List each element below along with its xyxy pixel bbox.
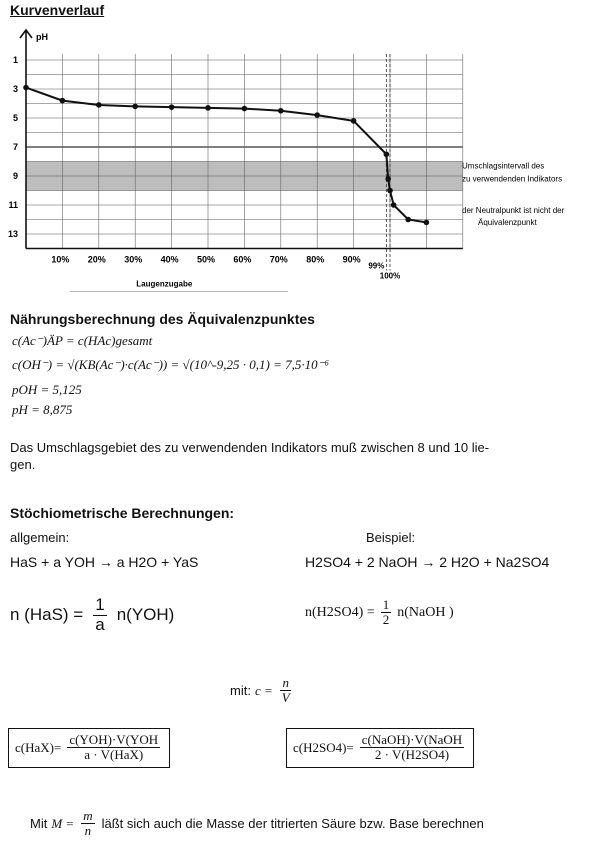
n-general-num: 1	[95, 595, 105, 614]
box1-num: c(YOH)·V(YOH	[69, 732, 159, 747]
x-tick-label: 80%	[306, 254, 325, 265]
y-tick-label: 9	[12, 171, 18, 181]
x-axis-label: Laugenzugabe	[136, 279, 193, 289]
note-line-1: Das Umschlagsgebiet des zu verwendenden Indikators muß zwischen 8 und 10 lie-	[10, 440, 490, 455]
stoich-heading: Stöchiometrische Berechnungen:	[10, 505, 235, 521]
x-tick-label: 50%	[196, 254, 216, 265]
neutral-annotation-2: Äquivalenzpunkt	[478, 218, 537, 227]
curve-point	[205, 105, 211, 111]
band-annotation-2: zu verwendenden Indikators	[462, 174, 563, 184]
n-general-left: n (HaS) =	[10, 605, 84, 625]
formula-box-general	[8, 728, 170, 768]
general-label: allgemein:	[10, 530, 70, 545]
curve-point	[169, 104, 175, 110]
mit-formula	[230, 676, 295, 706]
x-tick-label: 30%	[124, 254, 143, 265]
n-example-right: n(NaOH )	[397, 604, 454, 620]
final-text: läßt sich auch die Masse der titrierten Säure bzw. Base berechnen	[101, 816, 484, 832]
page-title: Kurvenverlauf	[10, 2, 105, 18]
n-general-equation	[10, 596, 174, 634]
final-num: m	[83, 808, 93, 823]
curve-point	[242, 106, 248, 112]
y-tick-label: 3	[12, 84, 18, 94]
mit-num: n	[282, 675, 289, 690]
curve-point	[385, 176, 391, 182]
box2-num: c(NaOH)·V(NaOH	[361, 732, 463, 747]
curve-point	[424, 220, 430, 226]
mit-label: mit:	[230, 683, 251, 699]
general-reaction: HaS + a YOH → a H2O + YaS	[10, 554, 199, 570]
curve-point	[384, 151, 390, 157]
equation-3: pOH = 5,125	[12, 382, 82, 397]
mit-den: V	[281, 690, 290, 706]
n-example-left: n(H2SO4) =	[305, 604, 375, 620]
band-annotation-1: Umschlagsintervall des	[462, 161, 545, 171]
x-tick-100: 100%	[379, 271, 401, 281]
curve-point	[405, 217, 411, 223]
x-tick-label: 10%	[51, 254, 70, 265]
equation-4: pH = 8,875	[12, 402, 73, 417]
curve-point	[60, 98, 66, 104]
mit-formula-left: c =	[254, 682, 273, 698]
titration-curve	[26, 88, 426, 223]
equation-1: c(Ac⁻)ÄP = c(HAc)gesamt	[12, 333, 153, 348]
y-tick-label: 13	[7, 229, 18, 239]
example-label: Beispiel:	[366, 530, 416, 545]
y-tick-label: 1	[12, 55, 18, 65]
n-example-equation	[305, 598, 454, 628]
final-den: n	[84, 823, 92, 839]
y-tick-label: 11	[8, 200, 18, 210]
curve-point	[132, 104, 138, 110]
curve-point	[278, 108, 284, 114]
curve-point	[387, 188, 393, 194]
x-tick-label: 70%	[269, 254, 288, 265]
curve-point	[391, 202, 397, 208]
calc-heading: Nährungsberechnung des Äquivalenzpunktes	[10, 311, 315, 327]
curve-point	[96, 102, 102, 108]
titration-chart	[0, 24, 610, 314]
x-tick-label: 60%	[233, 254, 252, 265]
neutral-annotation-1: der Neutralpunkt ist nicht der	[462, 206, 565, 215]
x-tick-99: 99%	[368, 261, 385, 271]
formula-box-example	[286, 728, 474, 768]
x-tick-label: 90%	[342, 254, 361, 265]
n-example-den: 2	[382, 612, 390, 628]
box1-den: a · V(HaX)	[84, 747, 144, 763]
example-reaction: H2SO4 + 2 NaOH → 2 H2O + Na2SO4	[305, 554, 550, 570]
n-general-den: a	[95, 614, 105, 634]
x-tick-label: 20%	[87, 254, 106, 265]
curve-point	[351, 118, 357, 124]
note-line-2: gen.	[10, 457, 36, 472]
y-tick-label: 7	[12, 142, 18, 152]
n-general-right: n(YOH)	[116, 605, 175, 625]
final-formula-left: M =	[51, 815, 75, 831]
n-example-num: 1	[382, 597, 390, 612]
box2-left: c(H2SO4)=	[293, 739, 354, 755]
equation-2: c(OH⁻) = √(KB(Ac⁻)·c(Ac⁻)) = √(10^-9,25 · 0,1) = 7,5·10⁻⁶	[12, 357, 330, 372]
final-sentence	[30, 809, 484, 839]
curve-point	[23, 85, 29, 91]
y-tick-label: 5	[12, 113, 18, 123]
final-prefix: Mit	[30, 816, 48, 832]
box2-den: 2 · V(H2SO4)	[374, 747, 450, 763]
box1-left: c(HaX)=	[15, 739, 62, 755]
curve-point	[314, 112, 320, 118]
y-axis-label: pH	[36, 32, 48, 42]
x-tick-label: 40%	[160, 254, 179, 265]
